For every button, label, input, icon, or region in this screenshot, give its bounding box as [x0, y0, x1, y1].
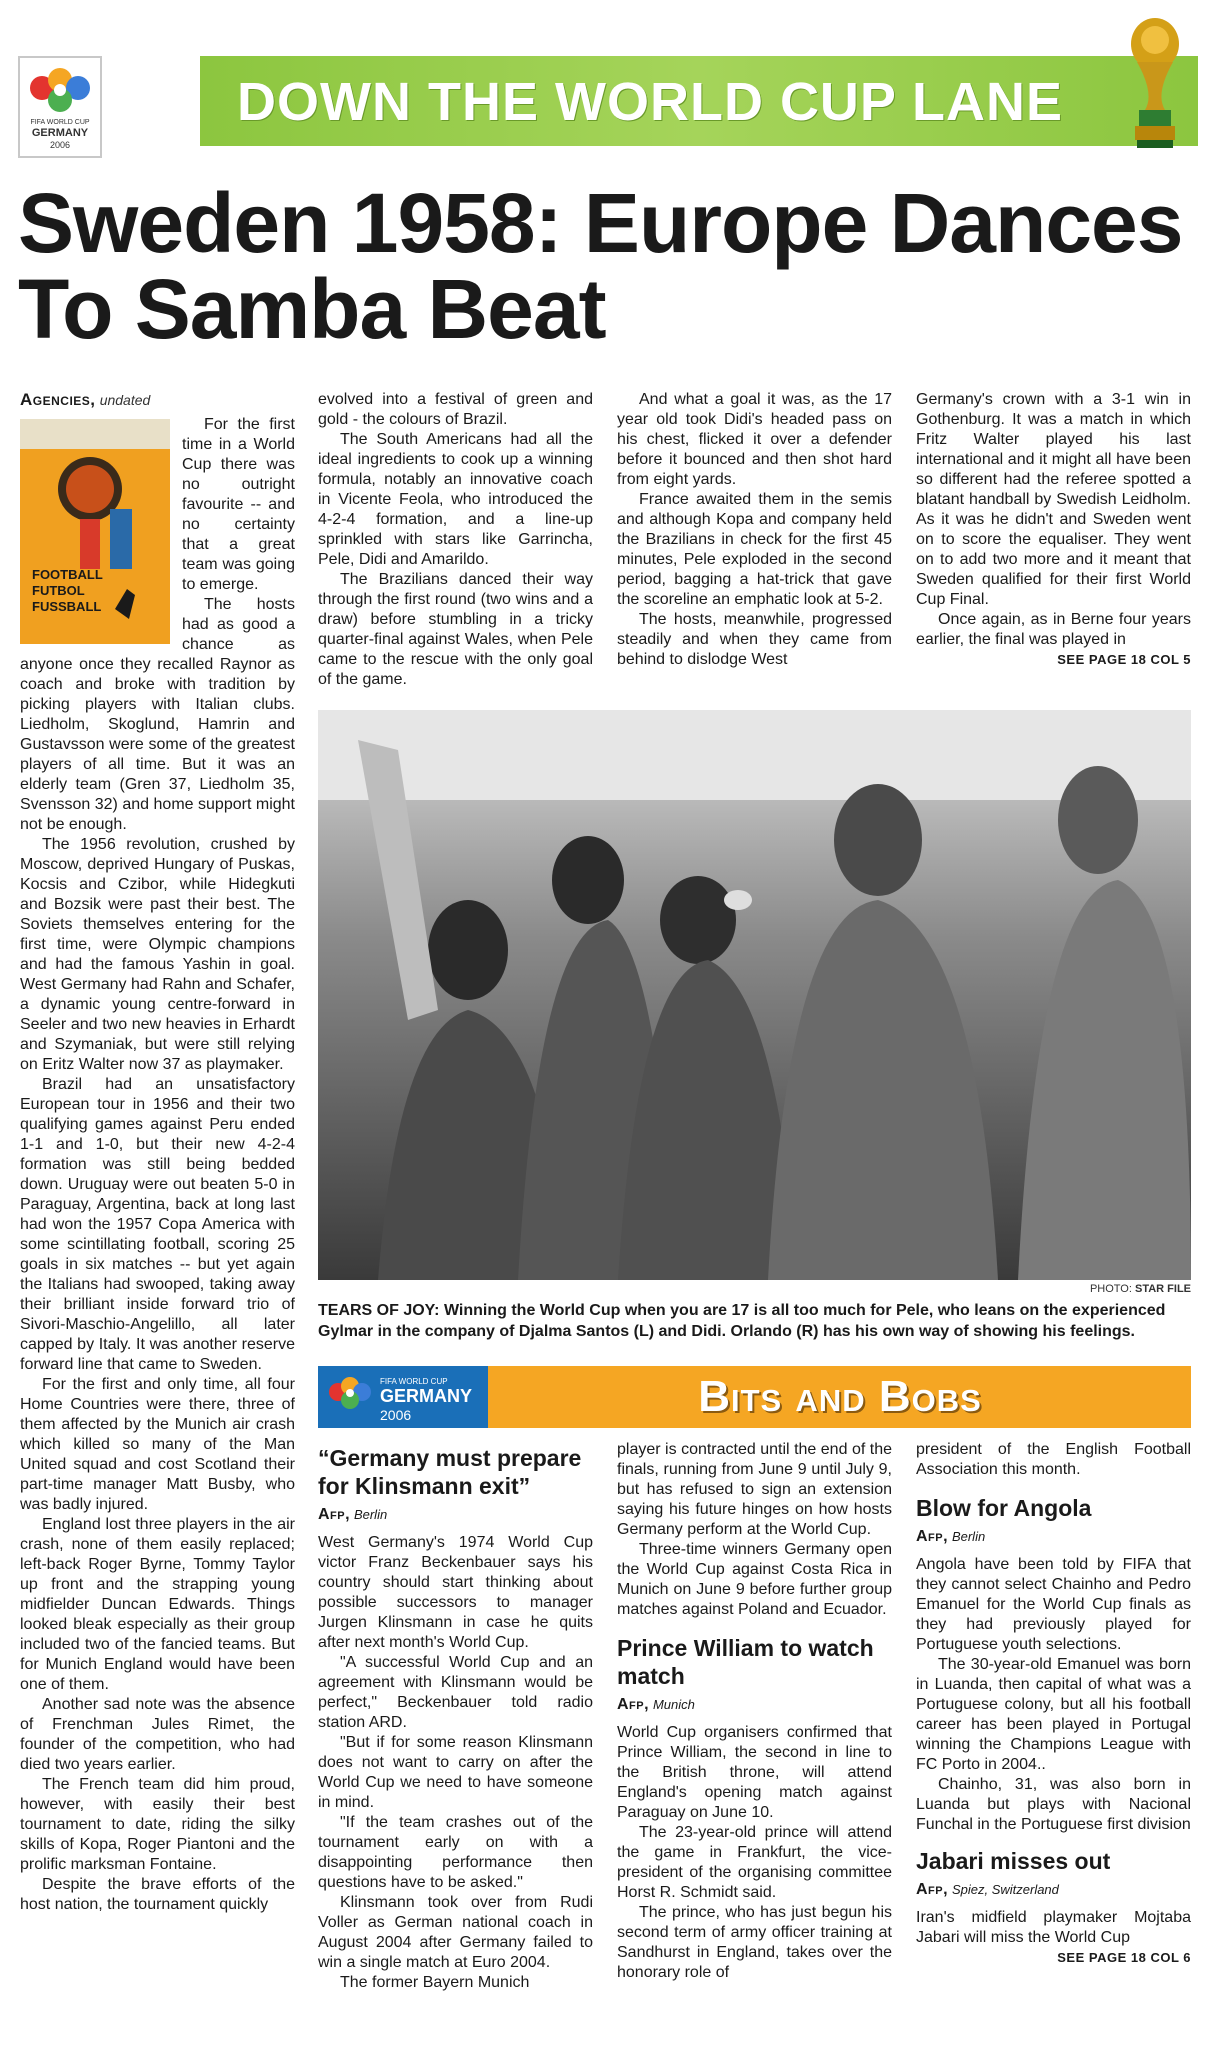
story-headline-prince-william: Prince William to watch match: [617, 1635, 874, 1689]
story-paragraph: The 23-year-old prince will attend the game in Frankfurt, the vice-president of the organising committee Horst R. Schmidt said.: [617, 1824, 892, 1901]
photo-caption: [318, 1300, 1191, 1342]
story-paragraph: Iran's midfield playmaker Mojtaba Jabari will miss the World Cup: [916, 1909, 1191, 1946]
article-paragraph: Brazil had an unsatisfactory European tour in 1956 and their two qualifying games against Peru ended 1-1 and 1-0, but their new 4-2-4 formation was still being bedded down. Uruguay were out beaten 5-0 in Paraguay, Argentina, back at long last had won the 1957 Copa America with some scintillating football, scoring 25 goals in six matches -- but yet again the Italians had swooped, taking away their brilliant inside forward trio of Sivori-Maschio-Angelillo, all later capped by Italy. It was another reserve forward line that came to Sweden.: [20, 1076, 295, 1373]
article-column-1: [20, 390, 295, 1915]
story-paragraph: The prince, who has just begun his second term of army officer training at Sandhurst in England, takes over the honorary role of: [617, 1904, 892, 1981]
story-place: Berlin: [951, 1529, 986, 1544]
story-headline-klinsmann: “Germany must prepare for Klinsmann exit”: [318, 1445, 582, 1499]
poster-line-1: FOOTBALL: [32, 567, 103, 582]
article-paragraph: evolved into a festival of green and gold - the colours of Brazil.: [318, 391, 593, 428]
story-byline: [916, 1879, 1191, 1900]
bits-column-2: [617, 1440, 892, 1983]
badge-line-1: FIFA WORLD CUP: [380, 1377, 448, 1386]
story-agency: Afp,: [916, 1881, 949, 1898]
photo-credit-label: PHOTO:: [1089, 1283, 1132, 1295]
caption-text: Winning the World Cup when you are 17 is all too much for Pele, who leans on the experienced Gylmar in the company of Djalma Santos (L) and Didi. Orlando (R) has his own way of showing his feelings.: [318, 1302, 1166, 1340]
headline: Sweden 1958: Europe Dances To Samba Beat: [18, 176, 1183, 356]
logo-line-1: FIFA WORLD CUP: [30, 119, 90, 126]
caption-lead: TEARS OF JOY:: [318, 1302, 440, 1319]
story-byline: [916, 1526, 1191, 1547]
news-photo: [318, 710, 1191, 1280]
story-paragraph: The 30-year-old Emanuel was born in Luanda, then capital of what was a Portuguese colony, but all his football career has been played in Portugal winning the Champions League with FC Porto in 2004..: [916, 1656, 1191, 1773]
article-paragraph: France awaited them in the semis and although Kopa and company held the Brazilians in check for the first 45 minutes, Pele exploded in the second period, bagging a hat-trick that gave the scoreline an emphatic look at 5-2.: [617, 491, 892, 608]
story-paragraph: Klinsmann took over from Rudi Voller as German national coach in August 2004 after Germany failed to win a single match at Euro 2004.: [318, 1894, 593, 1971]
byline-place: undated: [99, 392, 151, 408]
story-paragraph: West Germany's 1974 World Cup victor Franz Beckenbauer says his country should start thinking about possible successors to manager Jurgen Klinsmann in case he quits after next month's World Cup.: [318, 1534, 593, 1651]
trophy-icon: [1115, 14, 1195, 154]
world-cup-1958-poster: [20, 419, 170, 644]
article-column-4: [916, 390, 1191, 670]
fifa-world-cup-2006-badge: [318, 1366, 488, 1428]
badge-line-3: 2006: [380, 1407, 412, 1423]
logo-line-2: GERMANY: [31, 127, 89, 139]
article-paragraph: The hosts had as good a chance as anyone once they recalled Raynor as coach and broke with tradition by picking players with Italian clubs. Liedholm, Skoglund, Hamrin and Gustavsson were some of the greatest players of all time. But it was an elderly team (Gren 37, Liedholm 35, Svensson 32) and home support might not be enough.: [20, 596, 295, 833]
bits-column-1: [318, 1440, 593, 1993]
story-agency: Afp,: [318, 1506, 351, 1523]
article-paragraph: Despite the brave efforts of the host nation, the tournament quickly: [20, 1876, 295, 1913]
continuation-note: SEE PAGE 18 COL 5: [1057, 652, 1191, 667]
article-paragraph: Another sad note was the absence of Frenchman Jules Rimet, the founder of the competition, who had died two years earlier.: [20, 1696, 295, 1773]
article-paragraph: England lost three players in the air crash, none of them easily replaced; left-back Roger Byrne, Tommy Taylor up front and the strapping young midfielder Duncan Edwards. Things looked bleak especially as their group included two of the fancied teams. But for Munich England would have been one of them.: [20, 1516, 295, 1693]
badge-line-2: GERMANY: [380, 1386, 473, 1406]
article-paragraph: The Brazilians danced their way through the first round (two wins and a draw) before stumbling in a tricky quarter-final against Wales, when Pele came to the rescue with the only goal of the game.: [318, 571, 593, 688]
story-paragraph: Angola have been told by FIFA that they cannot select Chainho and Pedro Emanuel for the World Cup finals as they had previously played for Portuguese youth selections.: [916, 1556, 1191, 1653]
article-paragraph: The South Americans had all the ideal ingredients to cook up a winning formula, notably an innovative coach in Vicente Feola, who introduced the 4-2-4 formation, and a line-up sprinkled with stars like Garrincha, Pele, Didi and Amarildo.: [318, 431, 593, 568]
story-place: Spiez, Switzerland: [951, 1882, 1059, 1897]
story-paragraph: "A successful World Cup and an agreement with Klinsmann would be perfect," Beckenbauer told radio station ARD.: [318, 1654, 593, 1731]
article-column-3: [617, 390, 892, 670]
story-paragraph: "But if for some reason Klinsmann does not want to carry on after the World Cup we need to have someone in mind.: [318, 1734, 593, 1811]
story-paragraph: player is contracted until the end of the finals, running from June 9 until July 9, but has refused to sign an extension saying his future hinges on how hosts Germany perform at the World Cup.: [617, 1441, 892, 1538]
article-paragraph: And what a goal it was, as the 17 year old took Didi's headed pass on his chest, flicked it over a defender before it bounced and then shot hard from eight yards.: [617, 391, 892, 488]
story-paragraph: president of the English Football Association this month.: [916, 1441, 1191, 1478]
story-headline-jabari: Jabari misses out: [916, 1848, 1111, 1874]
story-paragraph: World Cup organisers confirmed that Prince William, the second in line to the British throne, will attend England's opening match against Paraguay on June 10.: [617, 1724, 892, 1821]
logo-line-3: 2006: [49, 140, 71, 150]
story-agency: Afp,: [916, 1528, 949, 1545]
photo-credit: [318, 1283, 1191, 1295]
article-paragraph: For the first time in a World Cup there was no outright favourite -- and no certainty that a great team was going to emerge.: [182, 416, 295, 593]
story-byline: [318, 1504, 593, 1525]
photo-credit-source: STAR FILE: [1134, 1283, 1191, 1295]
article-byline: [20, 390, 295, 411]
poster-line-2: FUTBOL: [32, 583, 85, 598]
article-paragraph: The hosts, meanwhile, progressed steadily and when they came from behind to dislodge West: [617, 611, 892, 668]
continuation-note: SEE PAGE 18 COL 6: [1057, 1950, 1191, 1965]
fifa-world-cup-2006-logo: [18, 56, 102, 158]
article-paragraph: Germany's crown with a 3-1 win in Gothenburg. It was a match in which Fritz Walter played his last international and it might all have been so different had the referee spotted a blatant handball by Swedish Leidholm. As it was he didn't and Sweden went on to score the equaliser. They went on to add two more and it meant that Sweden qualified for their first World Cup Final.: [916, 391, 1191, 608]
story-paragraph: Chainho, 31, was also born in Luanda but plays with Nacional Funchal in the Portuguese first division: [916, 1776, 1191, 1833]
story-paragraph: Three-time winners Germany open the World Cup against Costa Rica in Munich on June 9 before further group matches against Poland and Ecuador.: [617, 1541, 892, 1618]
article-paragraph: Once again, as in Berne four years earlier, the final was played in: [916, 611, 1191, 648]
article-paragraph: The French team did him proud, however, with easily their best tournament to date, riding the silky skills of Kopa, Roger Piantoni and the prolific marksman Fontaine.: [20, 1776, 295, 1873]
story-byline: [617, 1694, 892, 1715]
byline-agency: Agencies,: [20, 390, 96, 409]
story-headline-angola: Blow for Angola: [916, 1495, 1092, 1521]
story-place: Berlin: [353, 1507, 388, 1522]
poster-line-3: FUSSBALL: [32, 599, 102, 614]
article-column-2: [318, 390, 593, 690]
story-paragraph: "If the team crashes out of the tournament early on with a disappointing performance then questions have to be asked.": [318, 1814, 593, 1891]
bits-and-bobs-title: Bits and Bobs: [698, 1372, 982, 1421]
story-paragraph: The former Bayern Munich: [340, 1974, 530, 1991]
bits-column-3: [916, 1440, 1191, 1968]
section-banner-title: DOWN THE WORLD CUP LANE: [237, 72, 1063, 132]
article-paragraph: The 1956 revolution, crushed by Moscow, deprived Hungary of Puskas, Kocsis and Czibor, while Hidegkuti and Bozsik were past their best. The Soviets themselves entering for the first time, were Olympic champions and had the famous Yashin in goal. West Germany had Rahn and Schafer, a dynamic young centre-forward in Seeler and two new heavies in Erhardt and Szymaniak, but were still relying on Eritz Walter now 37 as playmaker.: [20, 836, 295, 1073]
story-place: Munich: [652, 1697, 695, 1712]
article-paragraph: For the first and only time, all four Home Countries were there, three of them affected by the Munich air crash which killed so many of the Man United squad and cost Scotland their part-time manager Matt Busby, who was badly injured.: [20, 1376, 295, 1513]
story-agency: Afp,: [617, 1696, 650, 1713]
